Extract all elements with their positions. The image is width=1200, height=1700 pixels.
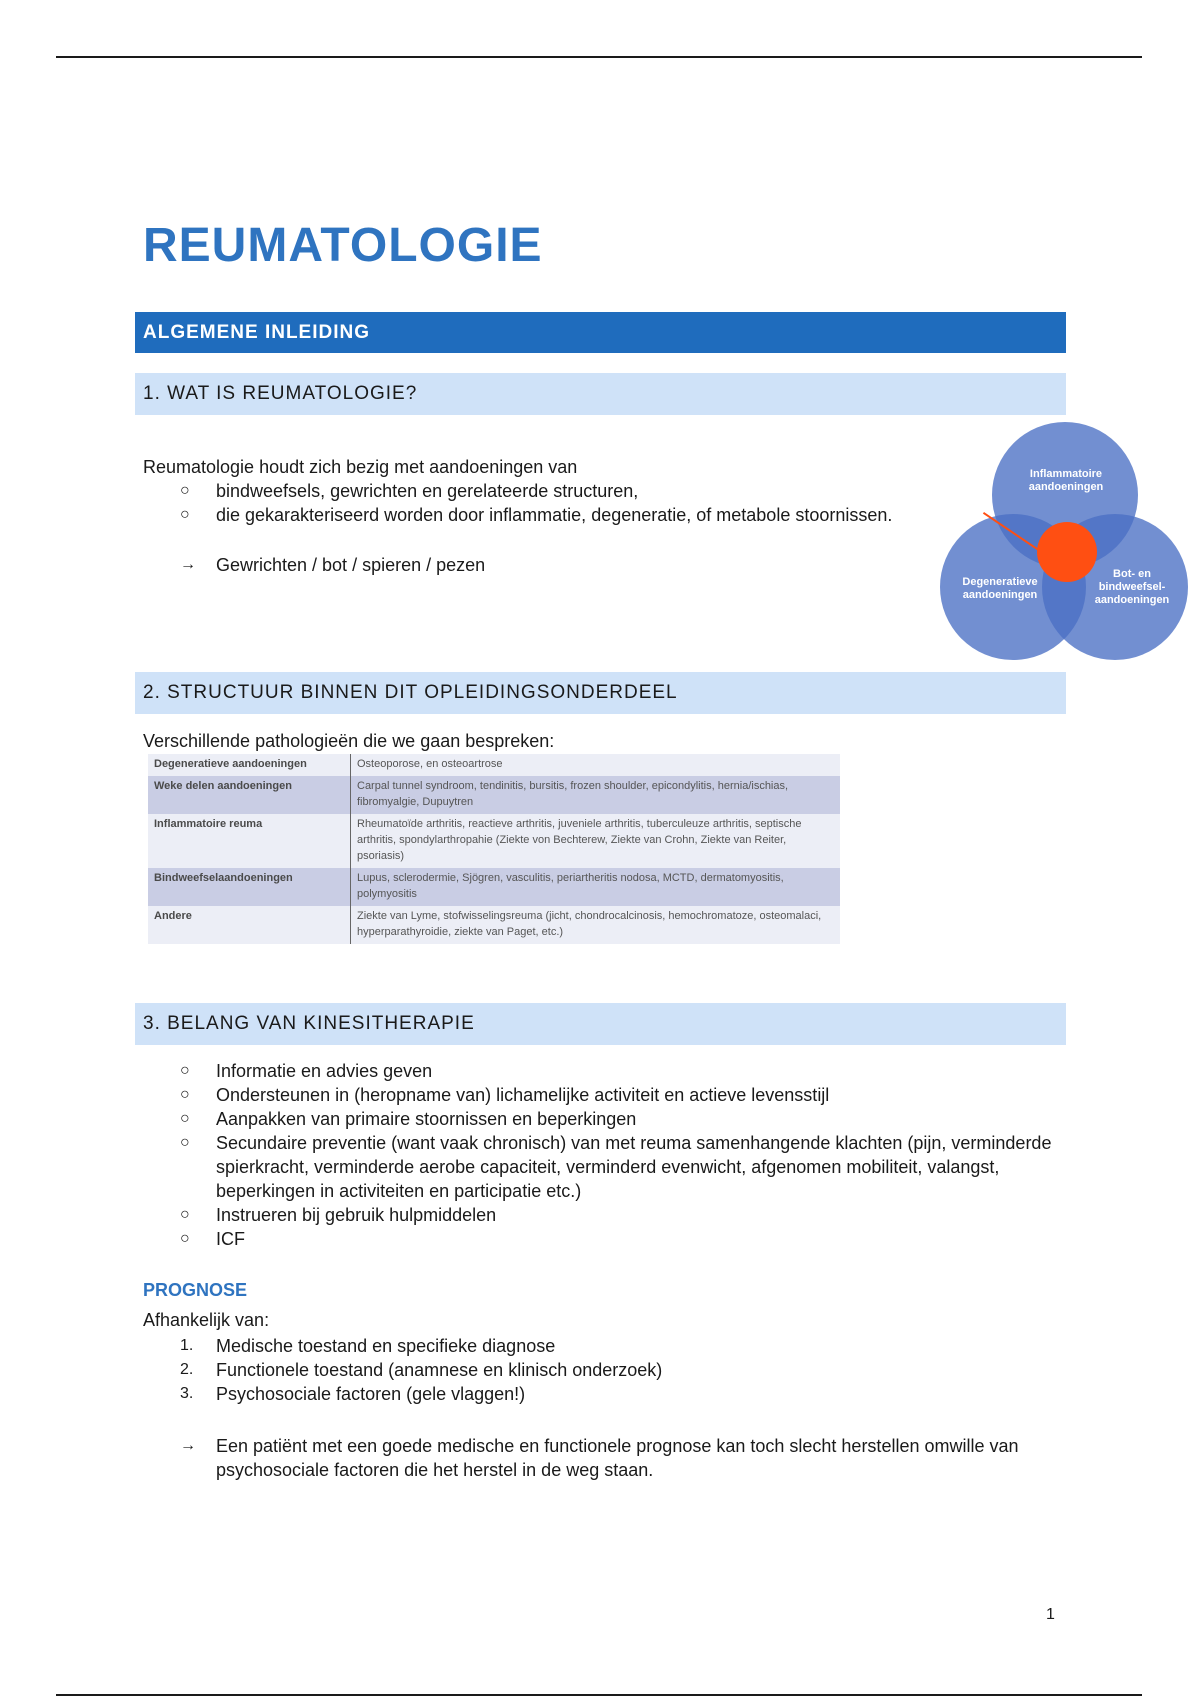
table-row	[148, 906, 840, 944]
bullet-icon: ○	[180, 1062, 190, 1079]
table-cell-items: Rheumatoïde arthritis, reactieve arthritis, juveniele arthritis, tuberculeuze arthritis, septische arthritis, spondylarthropahie (Ziekte von Bechterew, Ziekte van Crohn, Ziekte van Reiter, psoriasis)	[357, 818, 802, 862]
sec1-arrow-line	[0, 553, 1058, 577]
list-item: ○ Informatie en advies geven	[180, 1061, 433, 1081]
header-rule	[56, 56, 1142, 58]
venn-label-right: Bot- en bindweefsel-aandoeningen	[1094, 568, 1170, 606]
pathology-table	[148, 754, 840, 944]
heading-structuur: 2. STRUCTUUR BINNEN DIT OPLEIDINGSONDERDEEL	[135, 672, 1066, 714]
table-row	[148, 776, 840, 814]
prognose-arrow-note	[0, 1434, 1058, 1482]
list-item: 3. Psychosociale factoren (gele vlaggen!)	[180, 1384, 526, 1404]
page-number: 1	[1046, 1606, 1055, 1623]
sec3-bullet-list	[0, 1059, 1058, 1251]
page-title: REUMATOLOGIE	[143, 219, 543, 272]
bullet-icon: ○	[180, 1086, 190, 1103]
sec2-intro: Verschillende pathologieën die we gaan bespreken:	[143, 731, 555, 751]
list-number: 1.	[180, 1337, 194, 1354]
venn-label-top: Inflammatoire aandoeningen	[1028, 468, 1104, 493]
arrow-right-icon: →	[180, 1437, 196, 1454]
list-item: ○ Instrueren bij gebruik hulpmiddelen	[180, 1205, 497, 1225]
list-number: 3.	[180, 1385, 194, 1402]
sec1-intro: Reumatologie houdt zich bezig met aandoeningen van	[143, 457, 578, 477]
prognose-intro: Afhankelijk van:	[143, 1310, 270, 1330]
arrow-right-icon: →	[180, 556, 196, 573]
list-item: ○ Aanpakken van primaire stoornissen en beperkingen	[180, 1109, 637, 1129]
list-item: 1. Medische toestand en specifieke diagnose	[180, 1336, 556, 1356]
prognose-heading: PROGNOSE	[143, 1280, 248, 1300]
table-cell-category: Andere	[148, 906, 351, 944]
table-row	[148, 754, 840, 776]
table-row	[148, 814, 840, 868]
bullet-icon: ○	[180, 1206, 190, 1223]
list-item: ○ Secundaire preventie (want vaak chronisch) van met reuma samenhangende klachten (pijn, verminderde spierkracht, verminderde aerobe capaciteit, verminderd evenwicht, afgenomen mobiliteit, valangst, beperkingen in activiteiten en participatie etc.)	[180, 1133, 1052, 1201]
footer-rule	[56, 1694, 1142, 1696]
prognose-numbered-list	[0, 1334, 1058, 1406]
table-cell-category: Bindweefselaandoeningen	[148, 868, 351, 906]
bullet-icon: ○	[180, 506, 190, 523]
table-cell-items: Osteoporose, en osteoartrose	[357, 758, 503, 770]
table-cell-category: Weke delen aandoeningen	[148, 776, 351, 814]
list-item: ○ bindweefsels, gewrichten en gerelateerde structuren,	[180, 481, 639, 501]
list-item: → Een patiënt met een goede medische en functionele prognose kan toch slecht herstellen omwille van psychosociale factoren die het herstel in de weg staan.	[180, 1436, 1019, 1480]
bullet-icon: ○	[180, 1110, 190, 1127]
bullet-icon: ○	[180, 1230, 190, 1247]
heading-wat-is-reumatologie: 1. WAT IS REUMATOLOGIE?	[135, 373, 1066, 415]
table-cell-category: Inflammatoire reuma	[148, 814, 351, 868]
table-cell-items: Lupus, sclerodermie, Sjögren, vasculitis, periartheritis nodosa, MCTD, dermatomyositis, polymyositis	[357, 872, 784, 900]
section-heading-main: ALGEMENE INLEIDING	[135, 312, 1066, 353]
list-number: 2.	[180, 1361, 194, 1378]
sec1-bullet-list	[0, 479, 1058, 527]
venn-diagram	[930, 418, 1200, 664]
table-cell-items: Carpal tunnel syndroom, tendinitis, bursitis, frozen shoulder, epicondylitis, hernia/ischias, fibromyalgie, Dupuytren	[357, 780, 789, 808]
table-row	[148, 868, 840, 906]
bullet-icon: ○	[180, 1134, 190, 1151]
list-item: ○ die gekarakteriseerd worden door inflammatie, degeneratie, of metabole stoornissen.	[180, 505, 893, 525]
list-item: ○ Ondersteunen in (heropname van) lichamelijke activiteit en actieve levensstijl	[180, 1085, 830, 1105]
bullet-icon: ○	[180, 482, 190, 499]
venn-label-left: Degeneratieve aandoeningen	[962, 576, 1038, 601]
table-cell-items: Ziekte van Lyme, stofwisselingsreuma (jicht, chondrocalcinosis, hemochromatoze, osteomalaci, hyperparathyroidie, ziekte van Paget, etc.)	[357, 910, 822, 938]
table-cell-category: Degeneratieve aandoeningen	[148, 754, 351, 776]
list-item: → Gewrichten / bot / spieren / pezen	[180, 555, 486, 575]
heading-belang-kinesitherapie: 3. BELANG VAN KINESITHERAPIE	[135, 1003, 1066, 1045]
list-item: ○ ICF	[180, 1229, 245, 1249]
list-item: 2. Functionele toestand (anamnese en klinisch onderzoek)	[180, 1360, 663, 1380]
